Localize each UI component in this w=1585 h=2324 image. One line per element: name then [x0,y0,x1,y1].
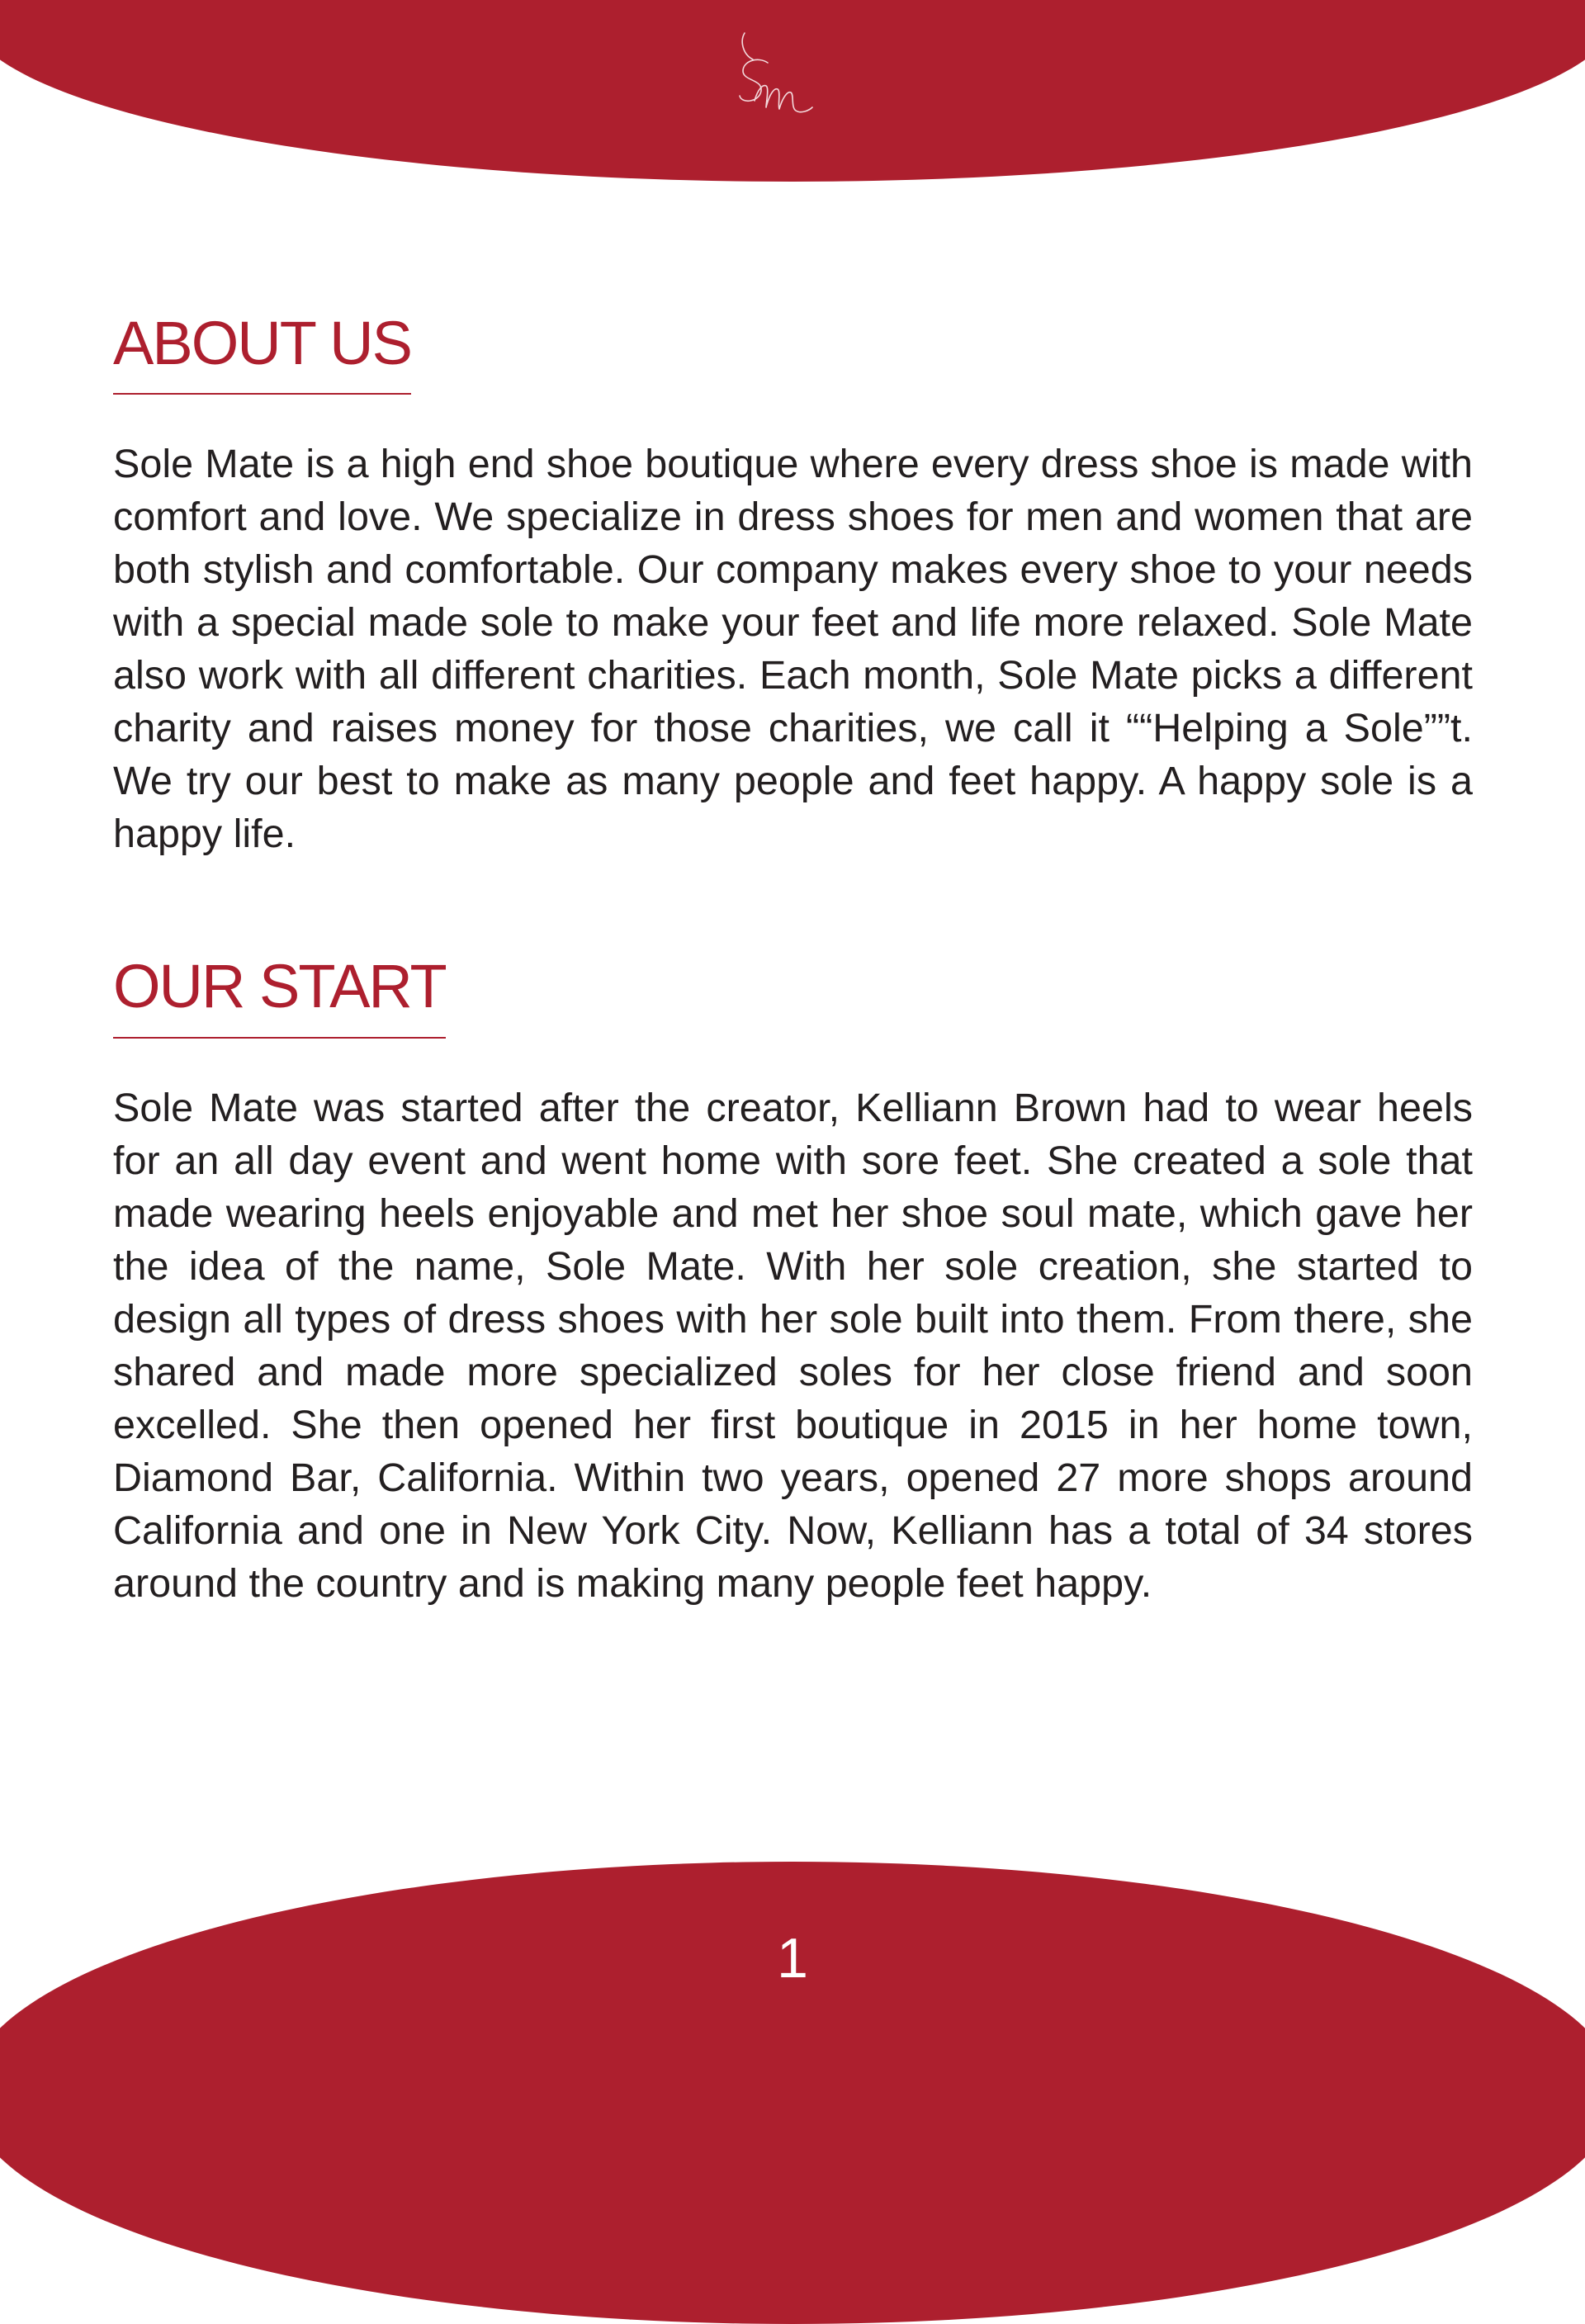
our-start-section [113,953,1473,1609]
our-start-body: Sole Mate was started after the creator, Kelliann Brown had to wear heels for an all day event and went home with sore feet. She created a sole that made wearing heels enjoyable and met her shoe soul mate, which gave her the idea of the name, Sole Mate. With her sole creation, she started to design all types of dress shoes with her sole built into them. From there, she shared and made more specialized soles for her close friend and soon excelled. She then opened her first boutique in 2015 in her home town, Diamond Bar, California. Within two years, opened 27 more shops around California and one in New York City. Now, Kelliann has a total of 34 stores around the country and is making many people feet happy. [113,1085,1473,1606]
sm-monogram-icon [733,31,849,147]
about-us-section [113,310,1473,860]
about-us-heading: ABOUT US [113,310,411,395]
main-content [113,310,1473,1610]
about-us-body: Sole Mate is a high end shoe boutique where every dress shoe is made with comfort and love. We specialize in dress shoes for men and women that are both stylish and comfortable. Our company makes every shoe to your needs with a special made sole to make your feet and life more relaxed. Sole Mate also work with all different charities. Each month, Sole Mate picks a different charity and raises money for those charities, we call it ““Helping a Sole””t. We try our best to make as many people and feet happy. A happy sole is a happy life. [113,442,1473,857]
page-number: 1 [777,1927,808,1990]
our-start-heading: OUR START [113,953,446,1038]
